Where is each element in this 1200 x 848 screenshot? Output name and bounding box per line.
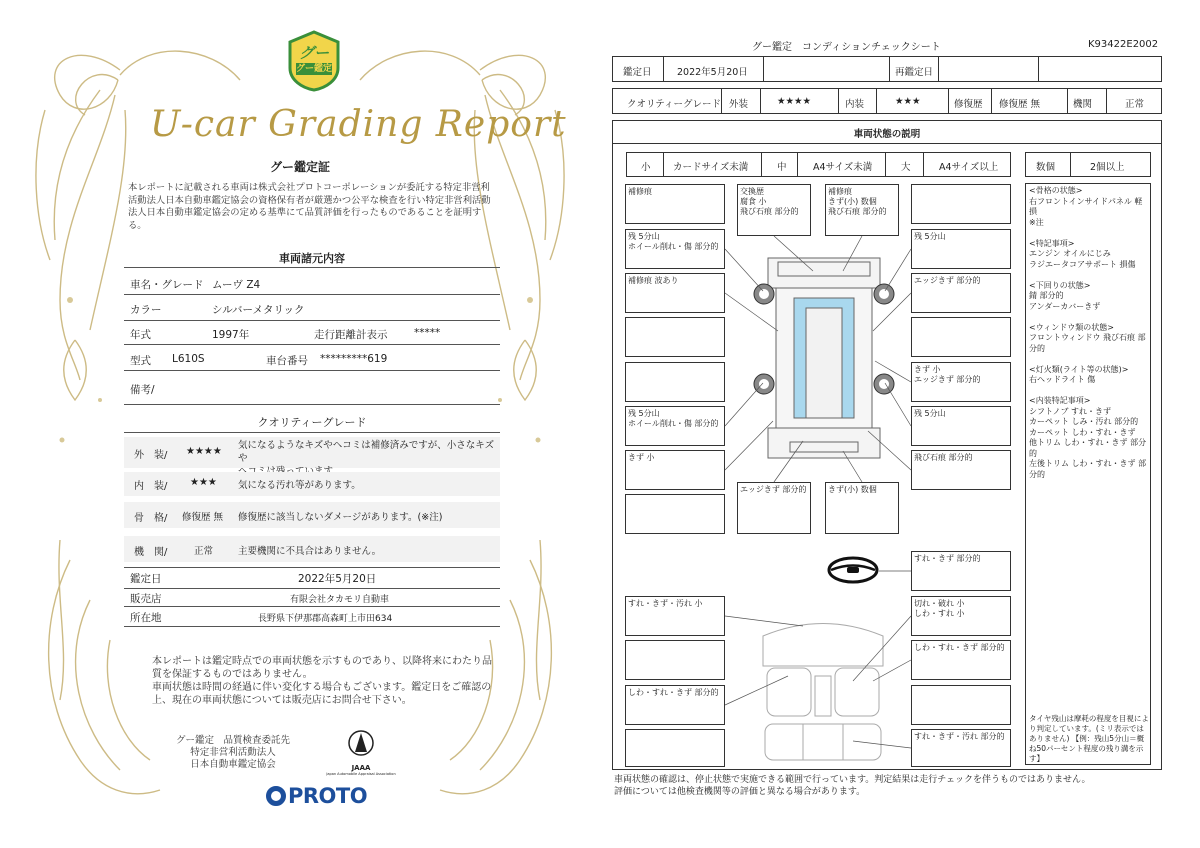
exterior-note: 残 5分山 [911, 406, 1011, 446]
grade-desc: 気になる汚れ等があります。 [238, 480, 361, 491]
exterior-note: 残 5分山 ホイール削れ・傷 部分的 [625, 406, 725, 446]
association-text: グー鑑定 品質検査委託先 特定非営利活動法人 日本自動車鑑定協会 [176, 735, 291, 770]
sheet-id: K93422E2002 [1088, 39, 1159, 50]
divider [124, 294, 500, 295]
divider [763, 57, 764, 81]
divider [876, 89, 877, 113]
legend-large: 大 [901, 162, 911, 173]
quality-label: クオリティーグレード [627, 99, 722, 110]
divider [124, 344, 500, 345]
divider [1067, 89, 1068, 113]
shop-value: 有限会社タカモリ自動車 [290, 595, 390, 605]
spec-heading: 車両諸元内容 [279, 252, 345, 265]
grade-rating: 正常 [194, 546, 214, 557]
legend-medium-desc: A4サイズ未満 [813, 162, 873, 173]
divider [838, 89, 839, 113]
exterior-note: きず 小 エッジきず 部分的 [911, 362, 1011, 402]
footer-note-1: 車両状態の確認は、停止状態で実施できる範囲で行っています。判定結果は走行チェックを伴うものではありません。 [614, 775, 1091, 785]
color-label: カラー [130, 304, 162, 316]
address-label: 所在地 [130, 612, 162, 624]
date-label: 鑑定日 [130, 573, 162, 585]
side-notes: <骨格の状態> 右フロントインサイドパネル 軽損 ※注 <特記事項> エンジン オイルにじみ ラジエータコアサポート 損傷 <下回りの状態> 錆 部分的 アンダーカバーきず <ウィンドウ類の状態> フロントウィンドウ 飛び石痕 部分的 <灯火類(ライト等の状態)> 右ヘッドライト 傷 <内装特記事項> シフトノブ すれ・きず カーペット しみ・汚れ 部分的 カーペット しわ・すれ・きず 他トリム しわ・すれ・きず 部分的 左後トリム しわ・すれ・きず 部分的 [1029, 186, 1147, 479]
date-value: 2022年5月20日 [677, 67, 748, 78]
reappraisal-label: 再鑑定日 [895, 67, 934, 78]
divider [721, 89, 722, 113]
divider [663, 57, 664, 81]
divider [991, 89, 992, 113]
exterior-note: エッジきず 部分的 [737, 482, 811, 534]
color-value: シルバーメタリック [212, 304, 305, 316]
certificate-title: グー鑑定証 [269, 160, 330, 174]
divider [1106, 89, 1107, 113]
condition-check-sheet [600, 0, 1200, 848]
year-value: 1997年 [212, 329, 250, 341]
date-value: 2022年5月20日 [298, 573, 377, 585]
grade-rating: ★★★ [190, 477, 217, 488]
chassis-value: *********619 [320, 353, 388, 365]
divider [760, 89, 761, 113]
intro-text: 本レポートに記載される車両は株式会社プロトコーポレーションが委託する特定非営利活動法人日本自動車鑑定協会の資格保有者が厳選かつ公平な検査を行い特定非営利活動法人日本自動車鑑定協会の定める基準にて品質評価を行ったものであることを証明する。 [128, 182, 491, 231]
engine-label: 機関 [1073, 99, 1093, 110]
footer-note-2: 評価については他検査機関等の評価と異なる場合があります。 [614, 787, 866, 797]
divider [938, 57, 939, 81]
repair-value: 修復歴 無 [999, 99, 1041, 110]
grade-engine-row [124, 536, 500, 562]
grade-rating: 修復歴 無 [182, 512, 224, 523]
grade-desc: 気になるようなキズやヘコミは補修済みですが、小さなキズや [238, 440, 495, 464]
jaaa-logo [326, 730, 396, 780]
grade-interior-row [124, 472, 500, 496]
proto-text: PROTO [288, 784, 368, 808]
date-row [612, 56, 1162, 82]
jaaa-sub: Japan Automobile Appraisal Association [326, 772, 396, 776]
divider [124, 370, 500, 371]
exterior-note: 補修痕 波あり [625, 273, 725, 313]
divider [1038, 57, 1039, 81]
divider [124, 588, 500, 589]
proto-logo [266, 784, 367, 808]
legend-small-desc: カードサイズ未満 [673, 162, 749, 173]
divider [124, 404, 500, 405]
exterior-note: 残 5分山 ホイール削れ・傷 部分的 [625, 229, 725, 269]
address-value: 長野県下伊那郡高森町上市田634 [258, 614, 393, 624]
exterior-note: 残 5分山 [911, 229, 1011, 269]
year-label: 年式 [130, 329, 151, 341]
mileage-value: ***** [414, 327, 441, 339]
notes-column [1025, 183, 1151, 765]
grade-label: 機 関/ [134, 547, 168, 558]
exterior-note: きず 小 [625, 450, 725, 490]
interior-note: しわ・すれ・きず 部分的 [911, 640, 1011, 680]
mileage-label: 走行距離計表示 [314, 329, 388, 341]
remarks-label: 備考/ [130, 384, 155, 396]
grade-label: 内 装/ [134, 481, 168, 492]
grade-rating: ★★★★ [186, 446, 222, 457]
svg-text:グー: グー [298, 44, 330, 62]
chassis-label: 車台番号 [266, 355, 308, 367]
divider [124, 606, 500, 607]
sheet-title: グー鑑定 コンディションチェックシート [752, 42, 941, 53]
engine-value: 正常 [1125, 99, 1145, 110]
exterior-note: きず(小) 数個 [825, 482, 899, 534]
name-value: ムーヴ Z4 [212, 279, 261, 291]
date-label: 鑑定日 [623, 67, 652, 78]
proto-mark-icon [266, 786, 286, 806]
grade-label: 骨 格/ [134, 513, 168, 524]
interior-note: すれ・きず 部分的 [911, 551, 1011, 591]
logo-label: グー鑑定 [296, 64, 333, 74]
shop-label: 販売店 [130, 593, 162, 605]
tire-note: タイヤ残山は摩耗の程度を目視により判定しています。(ミリ表示ではありません) 【例：残山5分山＝概ね50パーセント程度の残り溝を示す】 [1029, 714, 1149, 763]
grade-exterior-row [124, 437, 500, 468]
condition-heading: 車両状態の説明 [853, 129, 921, 140]
legend-large-desc: A4サイズ以上 [939, 162, 999, 173]
legend-medium: 中 [777, 162, 787, 173]
interior-label: 内装 [845, 99, 865, 110]
exterior-note: 補修痕 きず(小) 数個 飛び石痕 部分的 [825, 184, 899, 236]
model-label: 型式 [130, 355, 151, 367]
disclaimer-note: 本レポートは鑑定時点での車両状態を示すものであり、以降将来にわたり品質を保証するものではありません。 車両状態は時間の経過に伴い変化する場合もございます。鑑定日をご確認の上、現在の車両状態については販売店にお問合せ下さい。 [152, 656, 492, 706]
grade-desc: 修復歴に該当しないダメージがあります。(※注) [238, 512, 443, 523]
name-label: 車名・グレード [130, 279, 204, 291]
jaaa-label: JAAA [351, 764, 371, 772]
repair-label: 修復歴 [954, 99, 983, 110]
exterior-label: 外装 [729, 99, 749, 110]
interior-note: 切れ・破れ 小 しわ・すれ 小 [911, 596, 1011, 636]
divider [124, 432, 500, 433]
exterior-value: ★★★★ [777, 96, 812, 107]
count-label: 数個 [1036, 162, 1056, 173]
quality-heading: クオリティーグレード [257, 416, 367, 429]
exterior-note: 補修痕 [625, 184, 725, 224]
report-title: U-car Grading Report [150, 104, 567, 145]
divider [889, 57, 890, 81]
interior-note: すれ・きず・汚れ 部分的 [911, 729, 1011, 767]
divider [124, 567, 500, 568]
model-value: L610S [172, 353, 205, 365]
goo-kantei-logo [286, 30, 342, 92]
grade-desc: 主要機関に不具合はありません。 [238, 546, 382, 557]
interior-note: すれ・きず・汚れ 小 [625, 596, 725, 636]
exterior-note: 飛び石痕 部分的 [911, 450, 1011, 490]
condition-panel [612, 120, 1162, 770]
count-desc: 2個以上 [1090, 162, 1125, 173]
divider [124, 626, 500, 627]
exterior-note: 交換歴 腐食 小 飛び石痕 部分的 [737, 184, 811, 236]
legend-small: 小 [641, 162, 651, 173]
quality-row [612, 88, 1162, 114]
interior-value: ★★★ [895, 96, 921, 107]
exterior-note: エッジきず 部分的 [911, 273, 1011, 313]
interior-note: しわ・すれ・きず 部分的 [625, 685, 725, 725]
grade-label: 外 装/ [134, 450, 168, 461]
divider [948, 89, 949, 113]
grade-frame-row [124, 502, 500, 528]
divider [124, 320, 500, 321]
divider [124, 267, 500, 268]
